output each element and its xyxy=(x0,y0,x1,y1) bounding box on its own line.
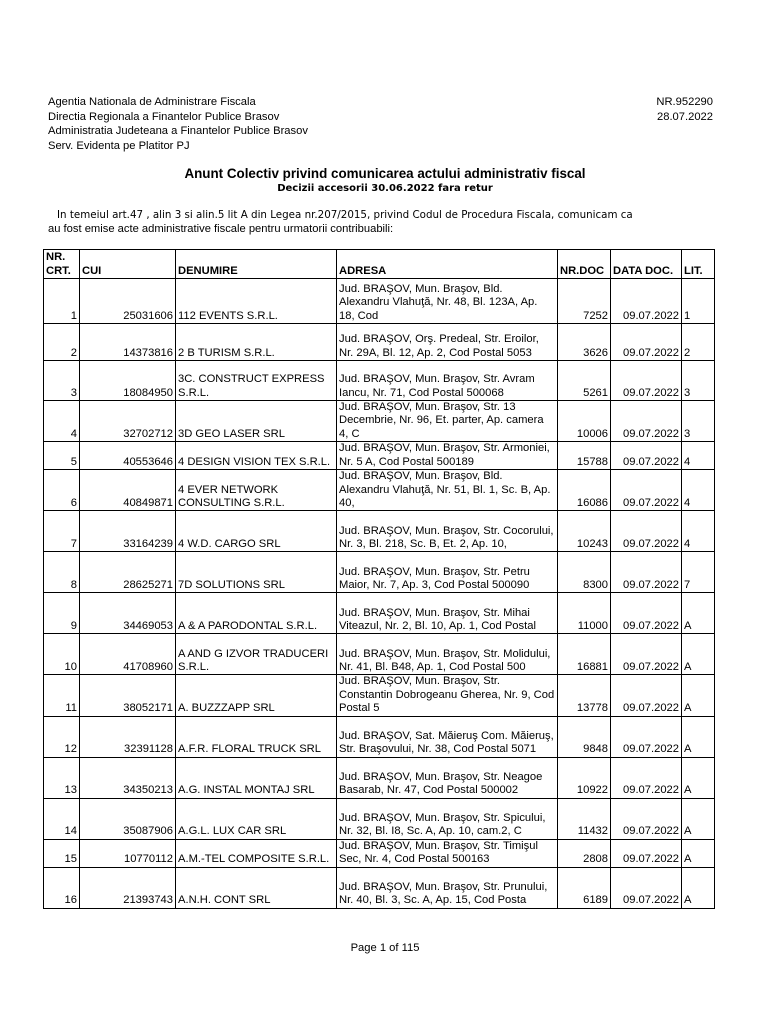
document-number: NR.952290 xyxy=(656,96,713,108)
column-header-nr-doc: NR.DOC xyxy=(558,250,611,279)
cell-nr-doc: 2808 xyxy=(558,839,611,867)
issuer-block xyxy=(48,95,308,153)
table-row xyxy=(44,867,715,908)
cell-nr: 4 xyxy=(44,401,80,442)
cell-nr: 13 xyxy=(44,757,80,798)
cell-nr: 8 xyxy=(44,552,80,593)
cell-nr-doc: 16881 xyxy=(558,634,611,675)
taxpayers-table xyxy=(43,249,715,909)
cell-denumire: A.G.L. LUX CAR SRL xyxy=(176,798,337,839)
cell-nr-doc: 3626 xyxy=(558,324,611,361)
cell-nr: 12 xyxy=(44,716,80,757)
cell-data-doc: 09.07.2022 xyxy=(611,867,682,908)
cell-denumire: A.F.R. FLORAL TRUCK SRL xyxy=(176,716,337,757)
cell-adresa: Jud. BRAŞOV, Mun. Braşov, Str. Cocorului, Nr. 3, Bl. 218, Sc. B, Et. 2, Ap. 10, xyxy=(337,511,558,552)
table-row xyxy=(44,634,715,675)
table-row xyxy=(44,839,715,867)
cell-adresa: Jud. BRAŞOV, Mun. Braşov, Str. Avram Iancu, Nr. 71, Cod Postal 500068 xyxy=(337,361,558,401)
cell-lit: A xyxy=(682,839,715,867)
table-row xyxy=(44,361,715,401)
cell-adresa: Jud. BRAŞOV, Mun. Braşov, Str. Molidului, Nr. 41, Bl. B48, Ap. 1, Cod Postal 500 xyxy=(337,634,558,675)
issuer-line: Administratia Judeteana a Finantelor Publice Brasov xyxy=(48,125,308,137)
table-row xyxy=(44,511,715,552)
cell-nr-doc: 8300 xyxy=(558,552,611,593)
cell-nr: 14 xyxy=(44,798,80,839)
cell-lit: A xyxy=(682,675,715,716)
issuer-line: Agentia Nationala de Administrare Fiscala xyxy=(48,96,256,108)
cell-nr-doc: 10922 xyxy=(558,757,611,798)
cell-data-doc: 09.07.2022 xyxy=(611,757,682,798)
cell-lit: 3 xyxy=(682,401,715,442)
table-row xyxy=(44,470,715,511)
intro-line-1: In temeiul art.47 , alin 3 si alin.5 lit A din Legea nr.207/2015, privind Codul de Procedura Fiscala, comunicam ca xyxy=(57,209,633,221)
cell-adresa: Jud. BRAŞOV, Mun. Braşov, Bld. Alexandru Vlahuţă, Nr. 51, Bl. 1, Sc. B, Ap. 40, xyxy=(337,470,558,511)
cell-data-doc: 09.07.2022 xyxy=(611,839,682,867)
cell-adresa: Jud. BRAŞOV, Mun. Braşov, Bld. Alexandru Vlahuţă, Nr. 48, Bl. 123A, Ap. 18, Cod xyxy=(337,279,558,324)
cell-adresa: Jud. BRAŞOV, Mun. Braşov, Str. Neagoe Basarab, Nr. 47, Cod Postal 500002 xyxy=(337,757,558,798)
cell-denumire: A.N.H. CONT SRL xyxy=(176,867,337,908)
table-row xyxy=(44,757,715,798)
cell-data-doc: 09.07.2022 xyxy=(611,470,682,511)
cell-lit: A xyxy=(682,798,715,839)
cell-cui: 14373816 xyxy=(80,324,176,361)
cell-nr-doc: 5261 xyxy=(558,361,611,401)
column-header-data-doc: DATA DOC. xyxy=(611,250,682,279)
cell-adresa: Jud. BRAŞOV, Mun. Braşov, Str. Mihai Viteazul, Nr. 2, Bl. 10, Ap. 1, Cod Postal xyxy=(337,593,558,634)
cell-denumire: A & A PARODONTAL S.R.L. xyxy=(176,593,337,634)
cell-denumire: A.G. INSTAL MONTAJ SRL xyxy=(176,757,337,798)
table-row xyxy=(44,675,715,716)
cell-data-doc: 09.07.2022 xyxy=(611,552,682,593)
cell-adresa: Jud. BRAŞOV, Mun. Braşov, Str. Timişul Sec, Nr. 4, Cod Postal 500163 xyxy=(337,839,558,867)
column-header-denumire: DENUMIRE xyxy=(176,250,337,279)
cell-cui: 32391128 xyxy=(80,716,176,757)
cell-cui: 21393743 xyxy=(80,867,176,908)
cell-data-doc: 09.07.2022 xyxy=(611,442,682,470)
cell-cui: 33164239 xyxy=(80,511,176,552)
cell-adresa: Jud. BRAŞOV, Mun. Braşov, Str. Petru Maior, Nr. 7, Ap. 3, Cod Postal 500090 xyxy=(337,552,558,593)
cell-cui: 40553646 xyxy=(80,442,176,470)
cell-denumire: A. BUZZZAPP SRL xyxy=(176,675,337,716)
table-row xyxy=(44,401,715,442)
cell-cui: 10770112 xyxy=(80,839,176,867)
page-title: Anunt Colectiv privind comunicarea actului administrativ fiscal xyxy=(184,166,586,181)
cell-nr: 11 xyxy=(44,675,80,716)
cell-denumire: 7D SOLUTIONS SRL xyxy=(176,552,337,593)
cell-lit: A xyxy=(682,593,715,634)
cell-cui: 34469053 xyxy=(80,593,176,634)
cell-nr: 6 xyxy=(44,470,80,511)
cell-data-doc: 09.07.2022 xyxy=(611,279,682,324)
cell-nr-doc: 16086 xyxy=(558,470,611,511)
document-date: 28.07.2022 xyxy=(657,110,713,123)
table-header-row xyxy=(44,250,715,279)
table-row xyxy=(44,716,715,757)
table-row xyxy=(44,552,715,593)
document-reference xyxy=(656,95,713,124)
column-header-adresa: ADRESA xyxy=(337,250,558,279)
cell-lit: 3 xyxy=(682,361,715,401)
cell-nr: 16 xyxy=(44,867,80,908)
cell-lit: A xyxy=(682,867,715,908)
cell-cui: 38052171 xyxy=(80,675,176,716)
cell-cui: 34350213 xyxy=(80,757,176,798)
cell-nr-doc: 11432 xyxy=(558,798,611,839)
cell-data-doc: 09.07.2022 xyxy=(611,716,682,757)
cell-denumire: 112 EVENTS S.R.L. xyxy=(176,279,337,324)
cell-lit: 2 xyxy=(682,324,715,361)
cell-adresa: Jud. BRAŞOV, Mun. Braşov, Str. Constantin Dobrogeanu Gherea, Nr. 9, Cod Postal 5 xyxy=(337,675,558,716)
intro-line-2: au fost emise acte administrative fiscale pentru urmatorii contribuabili: xyxy=(48,223,394,235)
cell-adresa: Jud. BRAŞOV, Mun. Braşov, Str. Prunului, Nr. 40, Bl. 3, Sc. A, Ap. 15, Cod Posta xyxy=(337,867,558,908)
cell-data-doc: 09.07.2022 xyxy=(611,798,682,839)
cell-cui: 25031606 xyxy=(80,279,176,324)
cell-nr-doc: 10006 xyxy=(558,401,611,442)
cell-denumire: A.M.-TEL COMPOSITE S.R.L. xyxy=(176,839,337,867)
cell-data-doc: 09.07.2022 xyxy=(611,634,682,675)
cell-adresa: Jud. BRAŞOV, Orş. Predeal, Str. Eroilor, Nr. 29A, Bl. 12, Ap. 2, Cod Postal 5053 xyxy=(337,324,558,361)
table-row xyxy=(44,593,715,634)
column-header-cui: CUI xyxy=(80,250,176,279)
cell-lit: 4 xyxy=(682,511,715,552)
cell-adresa: Jud. BRAŞOV, Mun. Braşov, Str. 13 Decembrie, Nr. 96, Et. parter, Ap. camera 4, C xyxy=(337,401,558,442)
cell-nr-doc: 6189 xyxy=(558,867,611,908)
cell-nr: 9 xyxy=(44,593,80,634)
cell-denumire: 4 EVER NETWORK CONSULTING S.R.L. xyxy=(176,470,337,511)
cell-cui: 28625271 xyxy=(80,552,176,593)
cell-denumire: 4 DESIGN VISION TEX S.R.L. xyxy=(176,442,337,470)
cell-cui: 41708960 xyxy=(80,634,176,675)
cell-adresa: Jud. BRAŞOV, Mun. Braşov, Str. Spicului, Nr. 32, Bl. I8, Sc. A, Ap. 10, cam.2, C xyxy=(337,798,558,839)
cell-denumire: 3D GEO LASER SRL xyxy=(176,401,337,442)
cell-data-doc: 09.07.2022 xyxy=(611,593,682,634)
cell-data-doc: 09.07.2022 xyxy=(611,401,682,442)
cell-nr: 10 xyxy=(44,634,80,675)
cell-cui: 40849871 xyxy=(80,470,176,511)
table-row xyxy=(44,442,715,470)
page-number: Page 1 of 115 xyxy=(350,942,420,954)
cell-nr: 2 xyxy=(44,324,80,361)
cell-lit: A xyxy=(682,634,715,675)
cell-lit: 4 xyxy=(682,442,715,470)
cell-nr: 5 xyxy=(44,442,80,470)
issuer-line: Directia Regionala a Finantelor Publice Brasov xyxy=(48,110,280,123)
cell-data-doc: 09.07.2022 xyxy=(611,511,682,552)
cell-nr-doc: 9848 xyxy=(558,716,611,757)
cell-lit: A xyxy=(682,716,715,757)
cell-nr: 7 xyxy=(44,511,80,552)
cell-cui: 32702712 xyxy=(80,401,176,442)
cell-adresa: Jud. BRAŞOV, Sat. Măieruş Com. Măieruş, Str. Braşovului, Nr. 38, Cod Postal 5071 xyxy=(337,716,558,757)
cell-nr-doc: 7252 xyxy=(558,279,611,324)
cell-lit: 7 xyxy=(682,552,715,593)
cell-cui: 18084950 xyxy=(80,361,176,401)
issuer-line: Serv. Evidenta pe Platitor PJ xyxy=(48,139,190,152)
cell-lit: 4 xyxy=(682,470,715,511)
cell-denumire: A AND G IZVOR TRADUCERI S.R.L. xyxy=(176,634,337,675)
cell-adresa: Jud. BRAŞOV, Mun. Braşov, Str. Armoniei, Nr. 5 A, Cod Postal 500189 xyxy=(337,442,558,470)
cell-data-doc: 09.07.2022 xyxy=(611,675,682,716)
table-row xyxy=(44,798,715,839)
cell-nr-doc: 15788 xyxy=(558,442,611,470)
table-row xyxy=(44,324,715,361)
cell-cui: 35087906 xyxy=(80,798,176,839)
cell-denumire: 2 B TURISM S.R.L. xyxy=(176,324,337,361)
cell-lit: 1 xyxy=(682,279,715,324)
cell-nr-doc: 11000 xyxy=(558,593,611,634)
column-header-nr: NR. CRT. xyxy=(44,250,80,279)
cell-data-doc: 09.07.2022 xyxy=(611,361,682,401)
cell-nr-doc: 13778 xyxy=(558,675,611,716)
cell-data-doc: 09.07.2022 xyxy=(611,324,682,361)
cell-nr: 3 xyxy=(44,361,80,401)
table-row xyxy=(44,279,715,324)
cell-nr-doc: 10243 xyxy=(558,511,611,552)
cell-nr: 1 xyxy=(44,279,80,324)
column-header-lit: LIT. xyxy=(682,250,715,279)
page-subtitle: Decizii accesorii 30.06.2022 fara retur xyxy=(277,183,493,194)
cell-denumire: 3C. CONSTRUCT EXPRESS S.R.L. xyxy=(176,361,337,401)
cell-nr: 15 xyxy=(44,839,80,867)
cell-lit: A xyxy=(682,757,715,798)
cell-denumire: 4 W.D. CARGO SRL xyxy=(176,511,337,552)
